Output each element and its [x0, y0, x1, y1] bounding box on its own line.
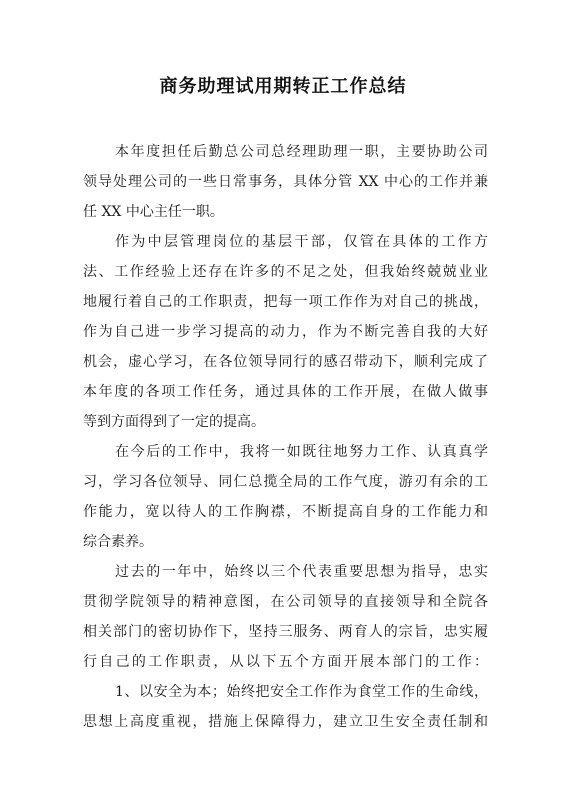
text-line: 相关部门的密切协作下，坚持三服务、两育人的宗旨，忠实履	[83, 624, 488, 640]
paragraph-3	[83, 437, 488, 557]
paragraph-2	[83, 227, 488, 437]
text-line: 本年度的各项工作任务，通过具体的工作开展，在做人做事	[83, 384, 488, 400]
text-line: 思想上高度重视，措施上保障得力，建立卫生安全责任制和	[83, 714, 488, 730]
text-line: 作为自己进一步学习提高的动力，作为不断完善自我的大好	[83, 324, 488, 340]
document-title: 商务助理试用期转正工作总结	[159, 76, 407, 97]
text-line: 在今后的工作中，我将一如既往地努力工作、认真真学	[115, 444, 488, 460]
text-line: 领导处理公司的一些日常事务，具体分管 XX 中心的工作并兼	[83, 174, 488, 190]
text-line: 任 XX 中心主任一职。	[83, 204, 224, 220]
text-line: 习，学习各位领导、同仁总揽全局的工作气度，游刃有余的工	[83, 474, 488, 490]
text-line: 地履行着自己的工作职责，把每一项工作作为对自己的挑战，	[83, 294, 488, 310]
text-line: 行自己的工作职责，从以下五个方面开展本部门的工作：	[83, 654, 488, 670]
text-line: 等到方面得到了一定的提高。	[83, 414, 265, 430]
text-line: 贯彻学院领导的精神意图，在公司领导的直接领导和全院各	[83, 594, 488, 610]
text-line: 过去的一年中，始终以三个代表重要思想为指导，忠实	[115, 564, 488, 580]
text-line: 法、工作经验上还存在许多的不足之处，但我始终兢兢业业	[83, 264, 488, 280]
paragraph-1	[83, 137, 488, 227]
text-line: 本年度担任后勤总公司总经理助理一职，主要协助公司	[115, 144, 488, 160]
paragraph-4	[83, 557, 488, 677]
text-line: 作能力，宽以待人的工作胸襟，不断提高自身的工作能力和	[83, 504, 488, 520]
text-line: 作为中层管理岗位的基层干部，仅管在具体的工作方	[115, 234, 488, 250]
text-line: 综合素养。	[83, 534, 153, 550]
text-line: 机会，虚心学习，在各位领导同行的感召带动下，顺利完成了	[83, 354, 488, 370]
document-body	[83, 137, 488, 737]
paragraph-5	[83, 677, 488, 737]
text-line: 1、以安全为本；始终把安全工作作为食堂工作的生命线，	[115, 684, 488, 700]
